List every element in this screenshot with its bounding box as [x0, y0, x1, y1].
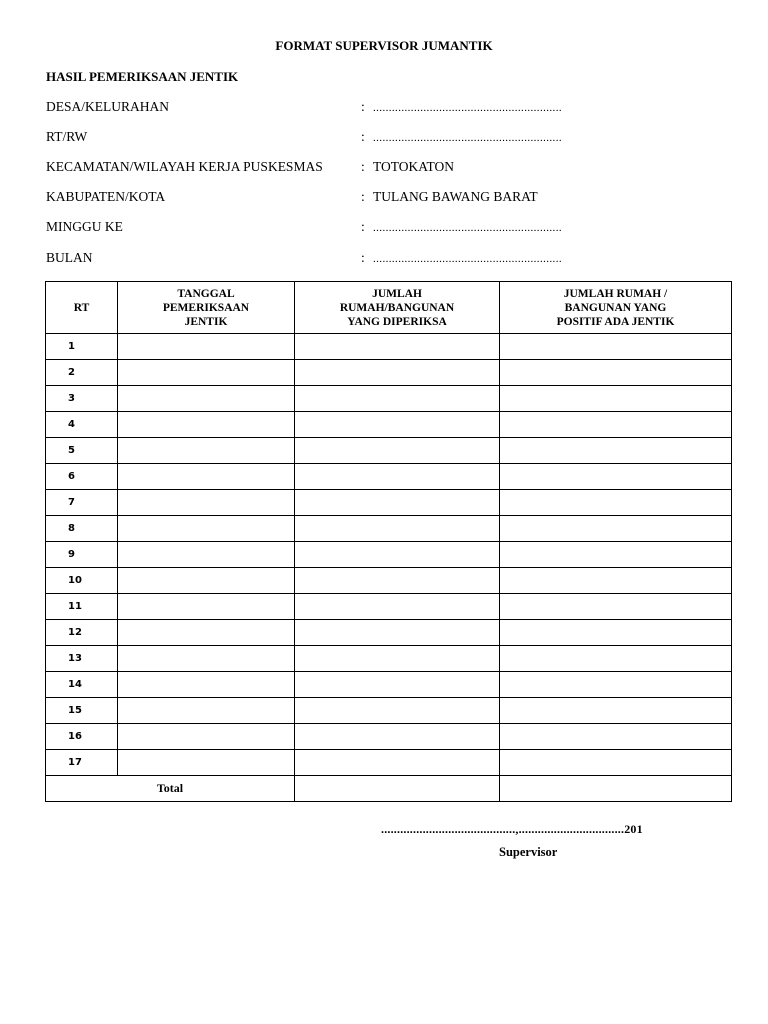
- total-diperiksa-cell[interactable]: [295, 776, 500, 802]
- signature-role: Supervisor: [499, 845, 558, 859]
- positif-cell[interactable]: [500, 594, 732, 620]
- rt-cell: 1: [46, 334, 118, 360]
- rt-cell: 10: [46, 568, 118, 594]
- diperiksa-cell[interactable]: [295, 412, 500, 438]
- signature-date-line: ..........................................,.................................201: [381, 822, 643, 836]
- diperiksa-cell[interactable]: [295, 568, 500, 594]
- rt-cell: 3: [46, 386, 118, 412]
- field-label: KECAMATAN/WILAYAH KERJA PUSKESMAS: [46, 159, 323, 174]
- diperiksa-cell[interactable]: [295, 490, 500, 516]
- field-label: DESA/KELURAHAN: [46, 99, 169, 114]
- table-row: [46, 464, 732, 490]
- header-line: YANG DIPERIKSA: [347, 315, 447, 328]
- field-value: ............................................................: [373, 132, 562, 144]
- table-row: [46, 360, 732, 386]
- rt-cell: 16: [46, 724, 118, 750]
- total-label: Total: [46, 776, 295, 802]
- tanggal-cell[interactable]: [118, 386, 295, 412]
- header-line: POSITIF ADA JENTIK: [556, 315, 675, 328]
- tanggal-cell[interactable]: [118, 698, 295, 724]
- field-rt-rw: [46, 129, 746, 147]
- header-line: RUMAH/BANGUNAN: [339, 301, 455, 314]
- rt-cell: 6: [46, 464, 118, 490]
- header-line: JENTIK: [184, 315, 228, 328]
- table-row: [46, 334, 732, 360]
- diperiksa-cell[interactable]: [295, 698, 500, 724]
- positif-cell[interactable]: [500, 672, 732, 698]
- header-line: BANGUNAN YANG: [564, 301, 667, 314]
- positif-cell[interactable]: [500, 490, 732, 516]
- positif-cell[interactable]: [500, 438, 732, 464]
- total-row: [46, 776, 732, 802]
- tanggal-cell[interactable]: [118, 438, 295, 464]
- table-row: [46, 724, 732, 750]
- total-positif-cell[interactable]: [500, 776, 732, 802]
- tanggal-cell[interactable]: [118, 412, 295, 438]
- field-value: ............................................................: [373, 253, 562, 265]
- tanggal-cell[interactable]: [118, 464, 295, 490]
- rt-cell: 2: [46, 360, 118, 386]
- field-colon: :: [361, 219, 365, 234]
- table-header-row: [46, 282, 732, 334]
- tanggal-cell[interactable]: [118, 646, 295, 672]
- table-row: [46, 516, 732, 542]
- field-colon: :: [361, 159, 365, 174]
- diperiksa-cell[interactable]: [295, 360, 500, 386]
- rt-cell: 7: [46, 490, 118, 516]
- positif-cell[interactable]: [500, 412, 732, 438]
- positif-cell[interactable]: [500, 568, 732, 594]
- diperiksa-cell[interactable]: [295, 438, 500, 464]
- positif-cell[interactable]: [500, 724, 732, 750]
- positif-cell[interactable]: [500, 464, 732, 490]
- table-row: [46, 646, 732, 672]
- tanggal-cell[interactable]: [118, 542, 295, 568]
- field-label: BULAN: [46, 250, 93, 265]
- diperiksa-cell[interactable]: [295, 542, 500, 568]
- field-desa-kelurahan: [46, 99, 746, 117]
- table-row: [46, 698, 732, 724]
- header-line: JUMLAH: [372, 287, 422, 300]
- diperiksa-cell[interactable]: [295, 724, 500, 750]
- rt-cell: 17: [46, 750, 118, 776]
- rt-cell: 8: [46, 516, 118, 542]
- rt-cell: 4: [46, 412, 118, 438]
- positif-cell[interactable]: [500, 646, 732, 672]
- rt-cell: 12: [46, 620, 118, 646]
- table-row: [46, 438, 732, 464]
- tanggal-cell[interactable]: [118, 750, 295, 776]
- positif-cell[interactable]: [500, 698, 732, 724]
- table-row: [46, 750, 732, 776]
- field-colon: :: [361, 99, 365, 114]
- table-row: [46, 386, 732, 412]
- diperiksa-cell[interactable]: [295, 750, 500, 776]
- positif-cell[interactable]: [500, 542, 732, 568]
- header-line: JUMLAH RUMAH /: [563, 287, 668, 300]
- field-colon: :: [361, 129, 365, 144]
- field-kecamatan: [46, 159, 746, 177]
- positif-cell[interactable]: [500, 334, 732, 360]
- table-row: [46, 594, 732, 620]
- field-colon: :: [361, 250, 365, 265]
- field-kabupaten-kota: [46, 189, 746, 207]
- header-line: RT: [73, 301, 90, 314]
- tanggal-cell[interactable]: [118, 724, 295, 750]
- field-bulan: [46, 250, 746, 268]
- field-label: KABUPATEN/KOTA: [46, 189, 166, 204]
- diperiksa-cell[interactable]: [295, 464, 500, 490]
- rt-cell: 5: [46, 438, 118, 464]
- field-value: ............................................................: [373, 102, 562, 114]
- diperiksa-cell[interactable]: [295, 334, 500, 360]
- tanggal-cell[interactable]: [118, 334, 295, 360]
- table-row: [46, 490, 732, 516]
- tanggal-cell[interactable]: [118, 568, 295, 594]
- diperiksa-cell[interactable]: [295, 672, 500, 698]
- positif-cell[interactable]: [500, 750, 732, 776]
- header-jumlah-diperiksa: [295, 282, 500, 334]
- diperiksa-cell[interactable]: [295, 620, 500, 646]
- positif-cell[interactable]: [500, 620, 732, 646]
- table-row: [46, 672, 732, 698]
- rt-cell: 15: [46, 698, 118, 724]
- field-value: TULANG BAWANG BARAT: [373, 189, 538, 204]
- rt-cell: 13: [46, 646, 118, 672]
- field-minggu-ke: [46, 219, 746, 237]
- table-row: [46, 412, 732, 438]
- field-label: MINGGU KE: [46, 219, 123, 234]
- tanggal-cell[interactable]: [118, 672, 295, 698]
- diperiksa-cell[interactable]: [295, 386, 500, 412]
- header-tanggal: [118, 282, 295, 334]
- field-colon: :: [361, 189, 365, 204]
- table-row: [46, 620, 732, 646]
- field-value: ............................................................: [373, 222, 562, 234]
- table-row: [46, 542, 732, 568]
- positif-cell[interactable]: [500, 386, 732, 412]
- tanggal-cell[interactable]: [118, 594, 295, 620]
- rt-cell: 14: [46, 672, 118, 698]
- diperiksa-cell[interactable]: [295, 646, 500, 672]
- table-row: [46, 568, 732, 594]
- header-line: TANGGAL: [177, 287, 235, 300]
- diperiksa-cell[interactable]: [295, 516, 500, 542]
- tanggal-cell[interactable]: [118, 620, 295, 646]
- tanggal-cell[interactable]: [118, 490, 295, 516]
- diperiksa-cell[interactable]: [295, 594, 500, 620]
- rt-cell: 9: [46, 542, 118, 568]
- form-subtitle: HASIL PEMERIKSAAN JENTIK: [46, 69, 239, 84]
- tanggal-cell[interactable]: [118, 360, 295, 386]
- inspection-table: [45, 281, 732, 802]
- field-label: RT/RW: [46, 129, 88, 144]
- form-title: FORMAT SUPERVISOR JUMANTIK: [275, 38, 493, 53]
- header-rt: [46, 282, 118, 334]
- header-line: PEMERIKSAAN: [162, 301, 250, 314]
- field-value: TOTOKATON: [373, 159, 455, 174]
- tanggal-cell[interactable]: [118, 516, 295, 542]
- header-jumlah-positif: [500, 282, 732, 334]
- positif-cell[interactable]: [500, 516, 732, 542]
- rt-cell: 11: [46, 594, 118, 620]
- positif-cell[interactable]: [500, 360, 732, 386]
